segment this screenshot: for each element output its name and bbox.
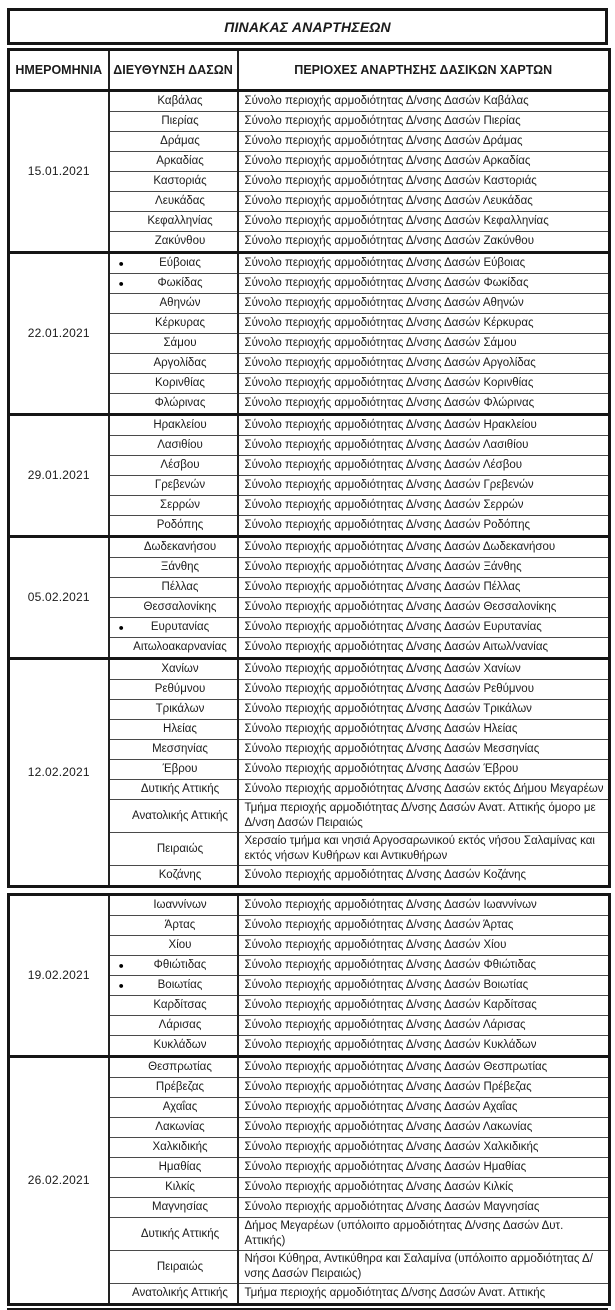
table-row [9, 895, 610, 916]
area-cell: Νήσοι Κύθηρα, Αντικύθηρα και Σαλαμίνα (υπόλοιπο αρμοδιότητας Δ/νσης Δασών Πειραιώς) [238, 1251, 610, 1284]
directorate-cell [109, 192, 238, 212]
area-cell: Σύνολο περιοχής αρμοδιότητας Δ/νσης Δασών Ζακύνθου [238, 232, 610, 253]
area-cell: Σύνολο περιοχής αρμοδιότητας Δ/νσης Δασών Εύβοιας [238, 253, 610, 274]
directorate-label: Δωδεκανήσου [143, 541, 217, 553]
directorate-cell [109, 394, 238, 415]
directorate-cell [109, 112, 238, 132]
area-cell: Σύνολο περιοχής αρμοδιότητας Δ/νσης Δασών Αργολίδας [238, 354, 610, 374]
area-cell: Σύνολο περιοχής αρμοδιότητας Δ/νσης Δασών Θεσσαλονίκης [238, 598, 610, 618]
date-cell: 26.02.2021 [9, 1057, 109, 1305]
bullet-icon: ● [118, 258, 124, 268]
directorate-label: Κοζάνης [158, 869, 202, 881]
area-cell: Σύνολο περιοχής αρμοδιότητας Δ/νσης Δασών Θεσπρωτίας [238, 1057, 610, 1078]
directorate-cell [109, 598, 238, 618]
directorate-label: Ημαθίας [158, 1161, 202, 1173]
directorate-label: Δράμας [160, 135, 200, 147]
directorate-cell [109, 132, 238, 152]
directorate-cell [109, 334, 238, 354]
directorate-label: Λακωνίας [155, 1121, 205, 1133]
directorate-label: Κιλκίς [165, 1181, 195, 1193]
directorate-label: Λάρισας [158, 1019, 202, 1031]
directorate-cell [109, 436, 238, 456]
directorate-label: Δυτικής Αττικής [140, 1227, 220, 1240]
directorate-cell [109, 274, 238, 294]
directorate-label: Έβρου [162, 763, 198, 775]
area-cell: Σύνολο περιοχής αρμοδιότητας Δ/νσης Δασών Φωκίδας [238, 274, 610, 294]
bullet-icon: ● [118, 960, 124, 970]
area-cell: Σύνολο περιοχής αρμοδιότητας Δ/νσης Δασών Ηλείας [238, 720, 610, 740]
directorate-cell [109, 415, 238, 436]
directorate-cell [109, 578, 238, 598]
directorate-label: Κέρκυρας [154, 317, 206, 329]
directorate-label: Καρδίτσας [153, 999, 207, 1011]
directorate-label: Φλώρινας [154, 397, 206, 409]
directorate-cell [109, 1138, 238, 1158]
date-cell: 22.01.2021 [9, 253, 109, 415]
col-header-date: ΗΜΕΡΟΜΗΝΙΑ [9, 50, 109, 91]
directorate-cell [109, 1098, 238, 1118]
directorate-cell [109, 172, 238, 192]
directorate-cell [109, 374, 238, 394]
directorate-label: Αθηνών [159, 297, 201, 309]
directorate-cell [109, 700, 238, 720]
area-cell: Σύνολο περιοχής αρμοδιότητας Δ/νσης Δασών Λέσβου [238, 456, 610, 476]
area-cell: Σύνολο περιοχής αρμοδιότητας Δ/νσης Δασών Αθηνών [238, 294, 610, 314]
directorate-label: Ηρακλείου [153, 419, 207, 431]
area-cell: Σύνολο περιοχής αρμοδιότητας Δ/νσης Δασών Κέρκυρας [238, 314, 610, 334]
directorate-label: Θεσσαλονίκης [143, 601, 217, 613]
area-cell: Σύνολο περιοχής αρμοδιότητας Δ/νσης Δασών Χίου [238, 936, 610, 956]
directorate-cell [109, 916, 238, 936]
directorate-label: Μαγνησίας [152, 1201, 208, 1213]
area-cell: Σύνολο περιοχής αρμοδιότητας Δ/νσης Δασών Βοιωτίας [238, 976, 610, 996]
directorate-cell [109, 956, 238, 976]
directorate-label: Αργολίδας [153, 357, 207, 369]
directorate-label: Κεφαλληνίας [147, 215, 213, 227]
directorate-cell [109, 456, 238, 476]
area-cell: Σύνολο περιοχής αρμοδιότητας Δ/νσης Δασών Αχαΐας [238, 1098, 610, 1118]
directorate-cell [109, 152, 238, 172]
directorate-label: Ανατολικής Αττικής [132, 1287, 228, 1299]
area-cell: Σύνολο περιοχής αρμοδιότητας Δ/νσης Δασών Φθιώτιδας [238, 956, 610, 976]
area-cell: Σύνολο περιοχής αρμοδιότητας Δ/νσης Δασών Καστοριάς [238, 172, 610, 192]
directorate-label: Φωκίδας [157, 277, 203, 289]
directorate-cell [109, 476, 238, 496]
area-cell: Σύνολο περιοχής αρμοδιότητας Δ/νσης Δασών Φλώρινας [238, 394, 610, 415]
directorate-cell [109, 1218, 238, 1251]
directorate-label: Λέσβου [160, 459, 200, 471]
directorate-cell [109, 740, 238, 760]
directorate-cell [109, 1036, 238, 1057]
directorate-cell [109, 833, 238, 866]
postings-table-block-1 [7, 48, 611, 888]
directorate-cell [109, 354, 238, 374]
directorate-label: Αιτωλοακαρνανίας [133, 641, 227, 653]
bullet-icon: ● [118, 278, 124, 288]
directorate-cell [109, 895, 238, 916]
directorate-label: Τρικάλων [155, 703, 205, 715]
area-cell: Σύνολο περιοχής αρμοδιότητας Δ/νσης Δασών Γρεβενών [238, 476, 610, 496]
directorate-label: Κορινθίας [155, 377, 205, 389]
area-cell: Σύνολο περιοχής αρμοδιότητας Δ/νσης Δασών Πρέβεζας [238, 1078, 610, 1098]
area-cell: Σύνολο περιοχής αρμοδιότητας Δ/νσης Δασών Μαγνησίας [238, 1198, 610, 1218]
directorate-label: Χαλκιδικής [152, 1141, 208, 1153]
directorate-label: Γρεβενών [154, 479, 206, 491]
area-cell: Σύνολο περιοχής αρμοδιότητας Δ/νσης Δασών Χαλκιδικής [238, 1138, 610, 1158]
directorate-label: Ιωαννίνων [153, 899, 207, 911]
area-cell: Σύνολο περιοχής αρμοδιότητας Δ/νσης Δασών Σερρών [238, 496, 610, 516]
directorate-cell [109, 618, 238, 638]
directorate-cell [109, 996, 238, 1016]
bullet-icon: ● [118, 622, 124, 632]
directorate-label: Χανίων [161, 663, 199, 675]
area-cell: Σύνολο περιοχής αρμοδιότητας Δ/νσης Δασών Λακωνίας [238, 1118, 610, 1138]
area-cell: Σύνολο περιοχής αρμοδιότητας Δ/νσης Δασών Τρικάλων [238, 700, 610, 720]
directorate-label: Ροδόπης [156, 519, 204, 531]
directorate-cell [109, 638, 238, 659]
area-cell: Σύνολο περιοχής αρμοδιότητας Δ/νσης Δασών Κυκλάδων [238, 1036, 610, 1057]
directorate-label: Θεσπρωτίας [148, 1061, 212, 1073]
directorate-label: Φθιώτιδας [153, 959, 207, 971]
area-cell: Σύνολο περιοχής αρμοδιότητας Δ/νσης Δασών Λάρισας [238, 1016, 610, 1036]
directorate-cell [109, 314, 238, 334]
directorate-label: Πιερίας [161, 115, 199, 127]
directorate-label: Αχαΐας [162, 1101, 198, 1113]
directorate-label: Πρέβεζας [155, 1081, 205, 1093]
directorate-cell [109, 212, 238, 232]
directorate-label: Ανατολικής Αττικής [132, 809, 228, 822]
directorate-label: Μεσσηνίας [152, 743, 208, 755]
date-cell: 29.01.2021 [9, 415, 109, 537]
directorate-label: Λασιθίου [157, 439, 203, 451]
directorate-label: Ξάνθης [160, 561, 200, 573]
area-cell: Τμήμα περιοχής αρμοδιότητας Δ/νσης Δασών Ανατ. Αττικής όμορο με Δ/νση Δασών Πειραιώς [238, 800, 610, 833]
area-cell: Σύνολο περιοχής αρμοδιότητας Δ/νσης Δασών Κοζάνης [238, 866, 610, 887]
area-cell: Σύνολο περιοχής αρμοδιότητας Δ/νσης Δασών Αρκαδίας [238, 152, 610, 172]
directorate-cell [109, 1178, 238, 1198]
directorate-cell [109, 1198, 238, 1218]
area-cell: Σύνολο περιοχής αρμοδιότητας Δ/νσης Δασών Μεσσηνίας [238, 740, 610, 760]
area-cell: Σύνολο περιοχής αρμοδιότητας Δ/νσης Δασών Ιωαννίνων [238, 895, 610, 916]
area-cell: Σύνολο περιοχής αρμοδιότητας Δ/νσης Δασών Ηρακλείου [238, 415, 610, 436]
directorate-label: Πειραιώς [156, 1260, 204, 1273]
area-cell: Σύνολο περιοχής αρμοδιότητας Δ/νσης Δασών Ρεθύμνου [238, 680, 610, 700]
area-cell: Σύνολο περιοχής αρμοδιότητας Δ/νσης Δασών Άρτας [238, 916, 610, 936]
bullet-icon: ● [118, 980, 124, 990]
col-header-directorate: ΔΙΕΥΘΥΝΣΗ ΔΑΣΩΝ [109, 50, 238, 91]
directorate-label: Καστοριάς [153, 175, 207, 187]
directorate-label: Ρεθύμνου [154, 683, 206, 695]
area-cell: Σύνολο περιοχής αρμοδιότητας Δ/νσης Δασών Καβάλας [238, 91, 610, 112]
area-cell: Χερσαίο τμήμα και νησιά Αργοσαρωνικού εκτός νήσου Σαλαμίνας και εκτός νήσων Κυθήρων και Αντικυθήρων [238, 833, 610, 866]
area-cell: Σύνολο περιοχής αρμοδιότητας Δ/νσης Δασών Καρδίτσας [238, 996, 610, 1016]
directorate-cell [109, 1118, 238, 1138]
area-cell: Σύνολο περιοχής αρμοδιότητας Δ/νσης Δασών Κιλκίς [238, 1178, 610, 1198]
area-cell: Τμήμα περιοχής αρμοδιότητας Δ/νσης Δασών Ανατ. Αττικής [238, 1284, 610, 1305]
directorate-cell [109, 294, 238, 314]
date-cell: 05.02.2021 [9, 537, 109, 659]
directorate-label: Ευρυτανίας [150, 621, 210, 633]
directorate-label: Καβάλας [157, 95, 203, 107]
directorate-cell [109, 780, 238, 800]
area-cell: Σύνολο περιοχής αρμοδιότητας Δ/νσης Δασών Κορινθίας [238, 374, 610, 394]
area-cell: Σύνολο περιοχής αρμοδιότητας Δ/νσης Δασών Ημαθίας [238, 1158, 610, 1178]
page-title: ΠΙΝΑΚΑΣ ΑΝΑΡΤΗΣΕΩΝ [224, 18, 391, 35]
area-cell: Σύνολο περιοχής αρμοδιότητας Δ/νσης Δασών Ξάνθης [238, 558, 610, 578]
directorate-label: Εύβοιας [159, 257, 201, 269]
directorate-cell [109, 253, 238, 274]
directorate-cell [109, 1078, 238, 1098]
directorate-label: Δυτικής Αττικής [140, 783, 220, 795]
directorate-label: Ηλείας [163, 723, 197, 735]
header-row [9, 50, 610, 91]
table-row [9, 537, 610, 558]
directorate-cell [109, 976, 238, 996]
directorate-cell [109, 760, 238, 780]
directorate-cell [109, 496, 238, 516]
directorate-label: Κυκλάδων [153, 1039, 207, 1051]
directorate-cell [109, 866, 238, 887]
directorate-cell [109, 1016, 238, 1036]
directorate-cell [109, 1284, 238, 1305]
postings-table-block-2 [7, 893, 611, 1306]
directorate-cell [109, 558, 238, 578]
table-row [9, 415, 610, 436]
directorate-cell [109, 537, 238, 558]
area-cell: Σύνολο περιοχής αρμοδιότητας Δ/νσης Δασών Χανίων [238, 659, 610, 680]
directorate-cell [109, 232, 238, 253]
directorate-label: Πειραιώς [156, 842, 204, 855]
directorate-cell [109, 720, 238, 740]
directorate-cell [109, 91, 238, 112]
directorate-label: Πέλλας [161, 581, 199, 593]
area-cell: Σύνολο περιοχής αρμοδιότητας Δ/νσης Δασών Πέλλας [238, 578, 610, 598]
area-cell: Σύνολο περιοχής αρμοδιότητας Δ/νσης Δασών Ροδόπης [238, 516, 610, 537]
directorate-cell [109, 516, 238, 537]
directorate-label: Χίου [168, 939, 192, 951]
table-row [9, 1057, 610, 1078]
area-cell: Σύνολο περιοχής αρμοδιότητας Δ/νσης Δασών Δράμας [238, 132, 610, 152]
directorate-label: Σερρών [159, 499, 201, 511]
area-cell: Σύνολο περιοχής αρμοδιότητας Δ/νσης Δασών Λευκάδας [238, 192, 610, 212]
table-title-box [7, 8, 608, 45]
area-cell: Σύνολο περιοχής αρμοδιότητας Δ/νσης Δασών Αιτωλ/νανίας [238, 638, 610, 659]
directorate-label: Βοιωτίας [157, 979, 203, 991]
table-row [9, 659, 610, 680]
directorate-cell [109, 800, 238, 833]
directorate-label: Λευκάδας [155, 195, 205, 207]
directorate-cell [109, 936, 238, 956]
date-cell: 19.02.2021 [27, 968, 90, 982]
directorate-cell [109, 659, 238, 680]
area-cell: Δήμος Μεγαρέων (υπόλοιπο αρμοδιότητας Δ/νσης Δασών Δυτ. Αττικής) [238, 1218, 610, 1251]
table-row [9, 253, 610, 274]
directorate-cell [109, 1057, 238, 1078]
directorate-label: Αρκαδίας [156, 155, 204, 167]
date-cell: 12.02.2021 [9, 659, 109, 887]
table-row [9, 91, 610, 112]
col-header-areas: ΠΕΡΙΟΧΕΣ ΑΝΑΡΤΗΣΗΣ ΔΑΣΙΚΩΝ ΧΑΡΤΩΝ [238, 50, 610, 91]
directorate-label: Άρτας [164, 919, 196, 931]
directorate-cell [109, 680, 238, 700]
date-cell: 15.01.2021 [27, 164, 90, 178]
directorate-label: Σάμου [163, 337, 197, 349]
area-cell: Σύνολο περιοχής αρμοδιότητας Δ/νσης Δασών Κεφαλληνίας [238, 212, 610, 232]
directorate-cell [109, 1158, 238, 1178]
area-cell: Σύνολο περιοχής αρμοδιότητας Δ/νσης Δασών Σάμου [238, 334, 610, 354]
area-cell: Σύνολο περιοχής αρμοδιότητας Δ/νσης Δασών Λασιθίου [238, 436, 610, 456]
area-cell: Σύνολο περιοχής αρμοδιότητας Δ/νσης Δασών Δωδεκανήσου [238, 537, 610, 558]
area-cell: Σύνολο περιοχής αρμοδιότητας Δ/νσης Δασών εκτός Δήμου Μεγαρέων [238, 780, 610, 800]
area-cell: Σύνολο περιοχής αρμοδιότητας Δ/νσης Δασών Πιερίας [238, 112, 610, 132]
area-cell: Σύνολο περιοχής αρμοδιότητας Δ/νσης Δασών Ευρυτανίας [238, 618, 610, 638]
area-cell: Σύνολο περιοχής αρμοδιότητας Δ/νσης Δασών Έβρου [238, 760, 610, 780]
directorate-label: Ζακύνθου [154, 235, 206, 247]
directorate-cell [109, 1251, 238, 1284]
